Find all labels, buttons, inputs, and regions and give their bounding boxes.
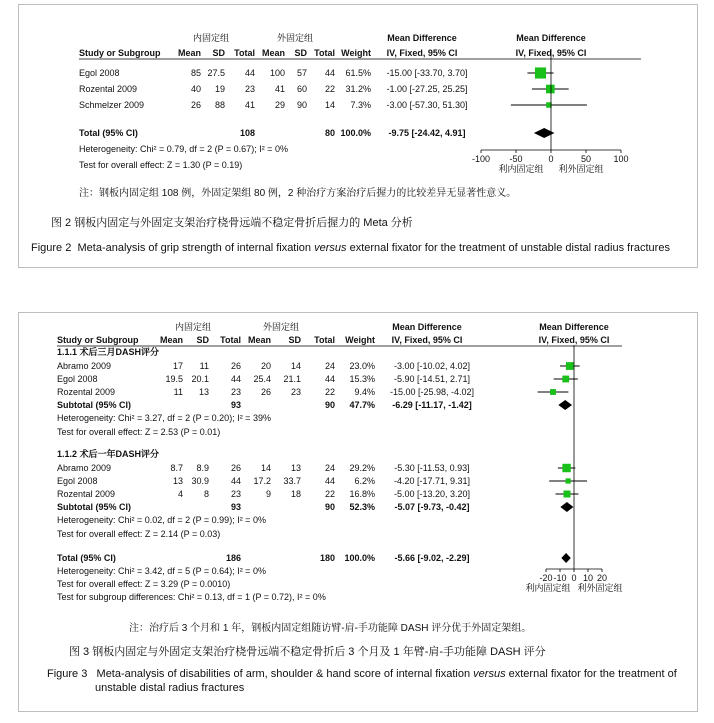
study-ci-text: -15.00 [-33.70, 3.70] [386,68,468,78]
study-mean-2: 14 [260,463,271,473]
study-weight: 29.2% [349,463,375,473]
subgroup-differences-text: Test for subgroup differences: Chi² = 0.13, df = 1 (P = 0.72), I² = 0% [57,592,326,602]
study-sd-1: 20.1 [191,374,209,384]
study-name: Abramo 2009 [57,361,112,371]
total-weight: 100.0% [340,128,371,138]
study-mean-1: 4 [177,489,183,499]
study-mean-1: 13 [172,476,183,486]
x-tick-label: 0 [571,573,577,583]
header-mean-1: Mean [177,48,201,58]
subtotal-total-2: 90 [324,502,335,512]
subgroup-title: 1.1.2 术后一年DASH评分 [57,449,160,459]
header-weight: Weight [341,48,371,58]
figure-3-caption-en [47,667,677,695]
figure-3-note: 注：治疗后 3 个月和 1 年，钢板内固定组随访臂-肩-手功能障 DASH 评分优于外固定架组。 [129,623,532,634]
study-total-2: 22 [324,489,335,499]
total-ci-text: -9.75 [-24.42, 4.91] [388,128,466,138]
figure-3-caption-cn: 图 3 钢板内固定与外固定支架治疗桡骨远端不稳定骨折后 3 个月及 1 年臂-肩-手功能障 DASH 评分 [69,646,546,658]
study-total-2: 24 [324,463,335,473]
study-total-2: 44 [324,374,335,384]
figure-2-caption-cn: 图 2 钢板内固定与外固定支架治疗桡骨远端不稳定骨折后握力的 Meta 分析 [51,217,413,229]
header-group1: 内固定组 [174,322,212,332]
header-mean-2: Mean [261,48,285,58]
x-tick-label: -50 [509,154,523,164]
study-total-1: 23 [230,489,241,499]
total-total-1: 186 [225,553,241,563]
total-diamond [561,553,570,563]
subtotal-ci-text: -5.07 [-9.73, -0.42] [394,502,470,512]
caption-text: Meta-analysis of disabilities of arm, shoulder & hand score of internal fixation [96,668,474,680]
study-weight: 31.2% [345,84,371,94]
favours-right: 利外固定组 [558,164,604,174]
heterogeneity-text: Heterogeneity: Chi² = 3.42, df = 5 (P = 0.64); I² = 0% [57,566,266,576]
subtotal-label: Subtotal (95% CI) [57,502,132,512]
header-mean-2: Mean [247,335,271,345]
study-mean-2: 29 [274,100,285,110]
study-name: Rozental 2009 [79,84,138,94]
header-study: Study or Subgroup [57,335,139,345]
header-total-2: Total [314,335,335,345]
study-sd-1: 30.9 [191,476,209,486]
study-name: Egol 2008 [57,476,98,486]
header-total-1: Total [220,335,241,345]
study-sd-1: 88 [214,100,225,110]
caption-text-end: external fixator for the treatment of unstable distal radius fractures [346,242,670,254]
study-name: Rozental 2009 [57,387,116,397]
study-mean-2: 9 [265,489,271,499]
study-sd-2: 14 [290,361,301,371]
study-mean-1: 85 [190,68,201,78]
study-mean-1: 19.5 [165,374,183,384]
study-total-1: 41 [244,100,255,110]
total-total-2: 80 [324,128,335,138]
study-ci-text: -5.90 [-14.51, 2.71] [393,374,471,384]
study-sd-1: 19 [214,84,225,94]
caption-label: Figure 2 [31,242,72,254]
caption-label: Figure 3 [47,668,88,680]
study-sd-1: 11 [199,361,209,371]
study-weight: 6.2% [354,476,375,486]
subgroup-title: 1.1.1 术后三月DASH评分 [57,347,160,357]
study-name: Abramo 2009 [57,463,112,473]
heterogeneity-text: Heterogeneity: Chi² = 0.79, df = 2 (P = 0.67); I² = 0% [79,144,288,154]
study-total-1: 23 [244,84,255,94]
study-mean-2: 26 [260,387,271,397]
figure-2-caption-en [31,241,670,255]
study-sd-2: 33.7 [283,476,301,486]
study-total-1: 44 [230,374,241,384]
study-name: Egol 2008 [57,374,98,384]
study-weight: 15.3% [349,374,375,384]
study-sd-1: 8 [203,489,209,499]
study-total-1: 26 [230,463,241,473]
study-sd-2: 21.1 [283,374,301,384]
header-md-plot: Mean Difference [516,33,586,43]
study-ci-text: -1.00 [-27.25, 25.25] [386,84,468,94]
subgroup-heterogeneity: Heterogeneity: Chi² = 0.02, df = 2 (P = 0.99); I² = 0% [57,515,266,525]
study-weight: 61.5% [345,68,371,78]
figure-3-panel [18,312,698,712]
favours-right: 利外固定组 [577,583,623,593]
x-tick-label: -100 [471,154,491,164]
study-sd-2: 90 [296,100,307,110]
study-mean-1: 26 [190,100,201,110]
total-ci-text: -5.66 [-9.02, -2.29] [394,553,470,563]
study-total-2: 44 [324,476,335,486]
study-total-2: 22 [324,387,335,397]
favours-left: 利内固定组 [498,164,544,174]
total-label: Total (95% CI) [57,553,116,563]
effect-square [566,478,571,483]
x-tick-label: 10 [582,573,594,583]
x-tick-label: 0 [548,154,554,164]
caption-text-end: external fixator for the treatment of [505,668,677,680]
subgroup-overall-effect: Test for overall effect: Z = 2.53 (P = 0.01) [57,427,221,437]
study-sd-2: 57 [296,68,307,78]
effect-square [546,85,555,94]
header-weight: Weight [345,335,375,345]
x-tick-label: 50 [580,154,592,164]
caption-italic: versus [314,242,347,254]
header-sd-2: SD [294,48,307,58]
x-tick-label: -20 [539,573,553,583]
study-mean-1: 17 [172,361,183,371]
total-total-1: 108 [239,128,255,138]
study-ci-text: -3.00 [-10.02, 4.02] [393,361,471,371]
caption-italic: versus [473,668,506,680]
header-group2: 外固定组 [276,33,314,43]
study-ci-text: -3.00 [-57.30, 51.30] [386,100,468,110]
study-sd-2: 13 [290,463,301,473]
study-sd-2: 23 [290,387,301,397]
subgroup-overall-effect: Test for overall effect: Z = 2.14 (P = 0.03) [57,529,221,539]
header-sd-2: SD [288,335,301,345]
study-total-1: 44 [230,476,241,486]
effect-square [563,490,570,497]
study-total-1: 26 [230,361,241,371]
effect-square [550,389,556,395]
subtotal-label: Subtotal (95% CI) [57,400,132,410]
subtotal-diamond [560,502,573,512]
subtotal-total-1: 93 [230,502,241,512]
study-mean-2: 20 [260,361,271,371]
subtotal-total-1: 93 [230,400,241,410]
study-sd-1: 8.9 [196,463,209,473]
favours-left: 利内固定组 [525,583,571,593]
study-weight: 7.3% [350,100,371,110]
study-name: Schmelzer 2009 [79,100,145,110]
header-sd-1: SD [196,335,209,345]
x-tick-label: 20 [596,573,608,583]
study-total-2: 14 [324,100,335,110]
subtotal-ci-text: -6.29 [-11.17, -1.42] [392,400,472,410]
header-study: Study or Subgroup [79,48,161,58]
header-sd-1: SD [212,48,225,58]
subtotal-total-2: 90 [324,400,335,410]
study-mean-2: 41 [274,84,285,94]
header-total-1: Total [234,48,255,58]
study-mean-2: 25.4 [253,374,271,384]
total-label: Total (95% CI) [79,128,138,138]
subgroup-heterogeneity: Heterogeneity: Chi² = 3.27, df = 2 (P = 0.20); I² = 39% [57,413,271,423]
study-total-2: 44 [324,68,335,78]
caption-text-line2: unstable distal radius fractures [95,682,245,694]
study-name: Rozental 2009 [57,489,116,499]
header-md-text: Mean Difference [392,322,462,332]
study-ci-text: -15.00 [-25.98, -4.02] [389,387,475,397]
study-sd-2: 60 [296,84,307,94]
header-mean-1: Mean [159,335,183,345]
x-tick-label: 100 [613,154,629,164]
total-weight: 100.0% [344,553,375,563]
figure-2-note: 注：钢板内固定组 108 例，外固定架组 80 例，2 种治疗方案治疗后握力的比较差异无显著性意义。 [79,188,517,199]
study-ci-text: -4.20 [-17.71, 9.31] [393,476,471,486]
total-total-2: 180 [319,553,335,563]
study-total-2: 24 [324,361,335,371]
study-sd-1: 13 [198,387,209,397]
study-total-1: 23 [230,387,241,397]
overall-effect-text: Test for overall effect: Z = 1.30 (P = 0.19) [79,160,243,170]
study-weight: 23.0% [349,361,375,371]
study-mean-1: 11 [173,387,183,397]
caption-text: Meta-analysis of grip strength of internal fixation [77,242,315,254]
header-ci-plot: IV, Fixed, 95% CI [538,335,610,345]
subtotal-weight: 47.7% [349,400,375,410]
subtotal-diamond [558,400,572,410]
effect-square [562,376,569,383]
subtotal-weight: 52.3% [349,502,375,512]
effect-square [566,362,574,370]
study-weight: 16.8% [349,489,375,499]
study-name: Egol 2008 [79,68,120,78]
header-ci-text: IV, Fixed, 95% CI [386,48,458,58]
overall-effect-text: Test for overall effect: Z = 3.29 (P = 0.0010) [57,579,231,589]
study-ci-text: -5.30 [-11.53, 0.93] [394,463,470,473]
effect-square [562,464,570,472]
header-group2: 外固定组 [262,322,300,332]
study-weight: 9.4% [354,387,375,397]
figure-2-panel [18,4,698,268]
header-md-plot: Mean Difference [539,322,609,332]
study-total-1: 44 [244,68,255,78]
study-total-2: 22 [324,84,335,94]
header-total-2: Total [314,48,335,58]
study-ci-text: -5.00 [-13.20, 3.20] [393,489,471,499]
header-ci-text: IV, Fixed, 95% CI [391,335,463,345]
study-mean-1: 40 [190,84,201,94]
effect-square [535,67,546,78]
study-mean-2: 100 [269,68,285,78]
header-ci-plot: IV, Fixed, 95% CI [515,48,587,58]
study-sd-1: 27.5 [207,68,225,78]
header-group1: 内固定组 [192,33,230,43]
x-tick-label: -10 [553,573,567,583]
study-sd-2: 18 [290,489,301,499]
study-mean-1: 8.7 [170,463,183,473]
header-md-text: Mean Difference [387,33,457,43]
study-mean-2: 17.2 [253,476,271,486]
